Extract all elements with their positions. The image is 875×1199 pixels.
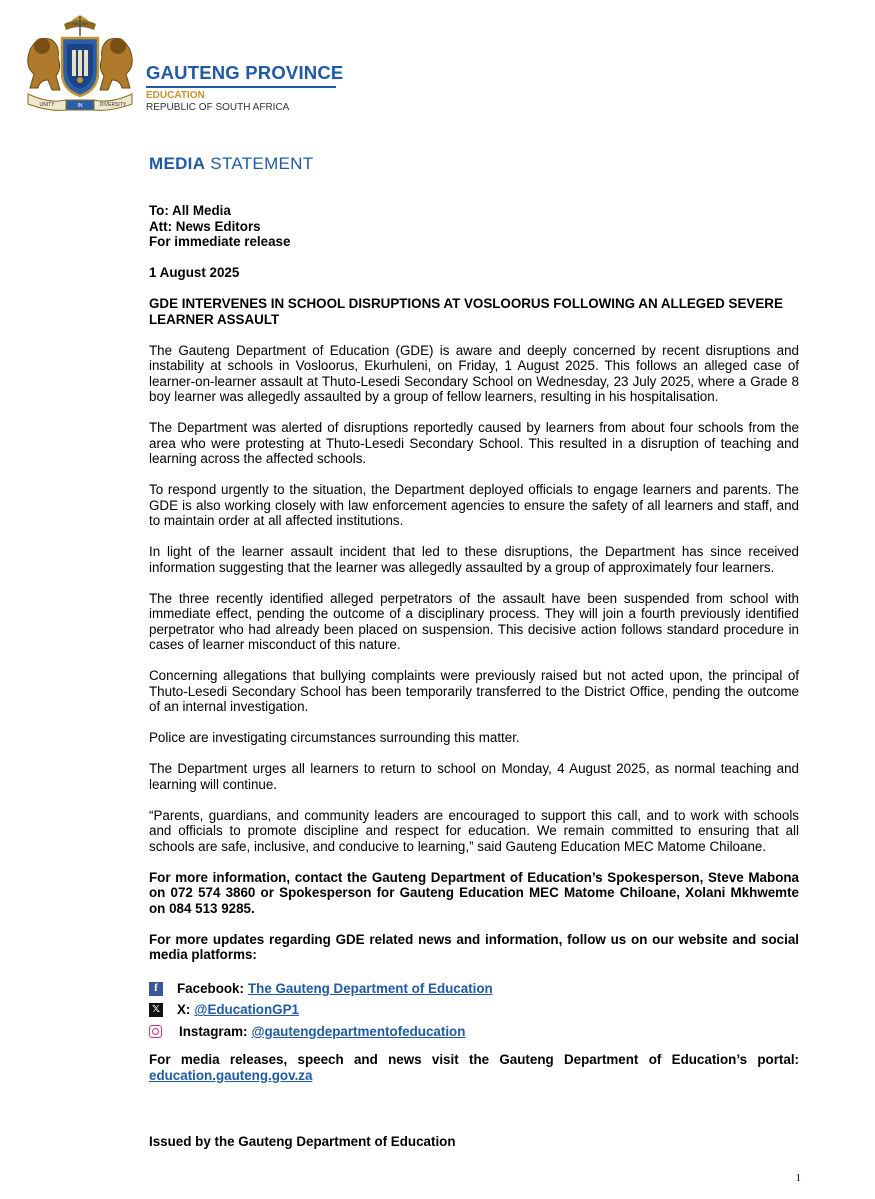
updates-note: For more updates regarding GDE related news and information, follow us on our website and social media platforms: [149,931,799,962]
motto-unity: UNITY [39,102,55,108]
org-department: EDUCATION [146,90,205,101]
facebook-link[interactable]: The Gauteng Department of Education [247,980,493,996]
social-label: X: [177,1002,191,1018]
instagram-link[interactable]: @gautengdepartmentofeducation [251,1023,466,1039]
addressee-line: To: All Media [149,203,231,218]
social-label: Facebook: [177,980,244,996]
quote-paragraph: “Parents, guardians, and community leaders are encouraged to support this call, and to work with schools and officials to promote discipline and respect for education. We remain committed to ensuring that all schools are safe, inclusive, and conducive to learning,” said Gauteng Education MEC Matome Chiloane. [149,807,799,854]
body-paragraph: In light of the learner assault incident that led to these disruptions, the Department has since received information suggesting that the learner was allegedly assaulted by a group of approximately four learners. [149,544,799,575]
addressee-line: Att: News Editors [149,218,261,234]
social-links [149,978,799,1042]
x-icon: 𝕏 [149,1003,163,1017]
motto-in: IN [77,103,83,109]
contact-info: For more information, contact the Gauteng Department of Education’s Spokesperson, Steve Mabona on 072 574 3860 or Spokesperson for Gauteng Education MEC Matome Chiloane, Xolani Mkhwemte on 084 513 9285. [149,869,799,916]
page-number: 1 [795,1172,801,1184]
social-facebook [149,978,799,999]
addressee-line: For immediate release [149,234,291,249]
social-x [149,1000,799,1021]
headline: GDE INTERVENES IN SCHOOL DISRUPTIONS AT VOSLOORUS FOLLOWING AN ALLEGED SEVERE LEARNER ASSAULT [149,296,783,327]
social-label: Instagram: [179,1023,248,1039]
letterhead [20,14,360,114]
portal-note [149,1052,799,1083]
portal-link[interactable]: education.gauteng.gov.za [149,1067,313,1083]
coat-of-arms-logo [20,14,140,114]
organisation-block [146,62,343,114]
title-rest: STATEMENT [205,154,314,173]
org-name: GAUTENG PROVINCE [146,62,344,83]
x-link[interactable]: @EducationGP1 [194,1002,299,1018]
issued-by: Issued by the Gauteng Department of Education [149,1134,456,1149]
addressees [149,203,799,250]
body-paragraph: To respond urgently to the situation, the Department deployed officials to engage learners and parents. The GDE is also working closely with law enforcement agencies to ensure the safety of all learners and staff, and to maintain order at all affected institutions. [149,482,799,528]
motto-diversity: DIVERSITY [99,102,127,108]
body-paragraph: The three recently identified alleged perpetrators of the assault have been suspended from school with immediate effect, pending the outcome of a disciplinary process. They will join a fourth previously identified perpetrator who had already been placed on suspension. This decisive action follows standard procedure in cases of learner misconduct of this nature. [149,590,799,652]
body-paragraph: The Department was alerted of disruptions reportedly caused by learners from about four schools from the area who were protesting at Thuto-Lesedi Secondary School. This resulted in a disruption of teaching and learning across the affected schools. [149,420,799,466]
portal-text: For media releases, speech and news visit the Gauteng Department of Education’s portal: [149,1052,799,1067]
body-paragraph: Police are investigating circumstances surrounding this matter. [149,730,520,745]
title-bold: MEDIA [149,154,206,173]
statement-body [149,203,799,1099]
instagram-icon [149,1025,162,1038]
release-date: 1 August 2025 [149,265,240,280]
social-instagram [149,1021,799,1042]
facebook-icon: f [149,982,163,996]
body-paragraph: Concerning allegations that bullying complaints were previously raised but not acted upon, the principal of Thuto-Lesedi Secondary School has been temporarily transferred to the District Office, pending the outcome of an internal investigation. [149,668,799,714]
org-country: REPUBLIC OF SOUTH AFRICA [146,102,290,113]
media-statement-title [149,154,313,174]
body-paragraph: The Department urges all learners to return to school on Monday, 4 August 2025, as normal teaching and learning will continue. [149,761,799,792]
org-divider [146,86,336,88]
body-paragraph: The Gauteng Department of Education (GDE) is aware and deeply concerned by recent disruptions and instability at schools in Vosloorus, Ekurhuleni, on Friday, 1 August 2025. This follows an alleged case of learner-on-learner assault at Thuto-Lesedi Secondary School on Wednesday, 23 July 2025, where a Grade 8 boy learner was allegedly assaulted by a group of fellow learners, resulting in his hospitalisation. [149,342,799,404]
